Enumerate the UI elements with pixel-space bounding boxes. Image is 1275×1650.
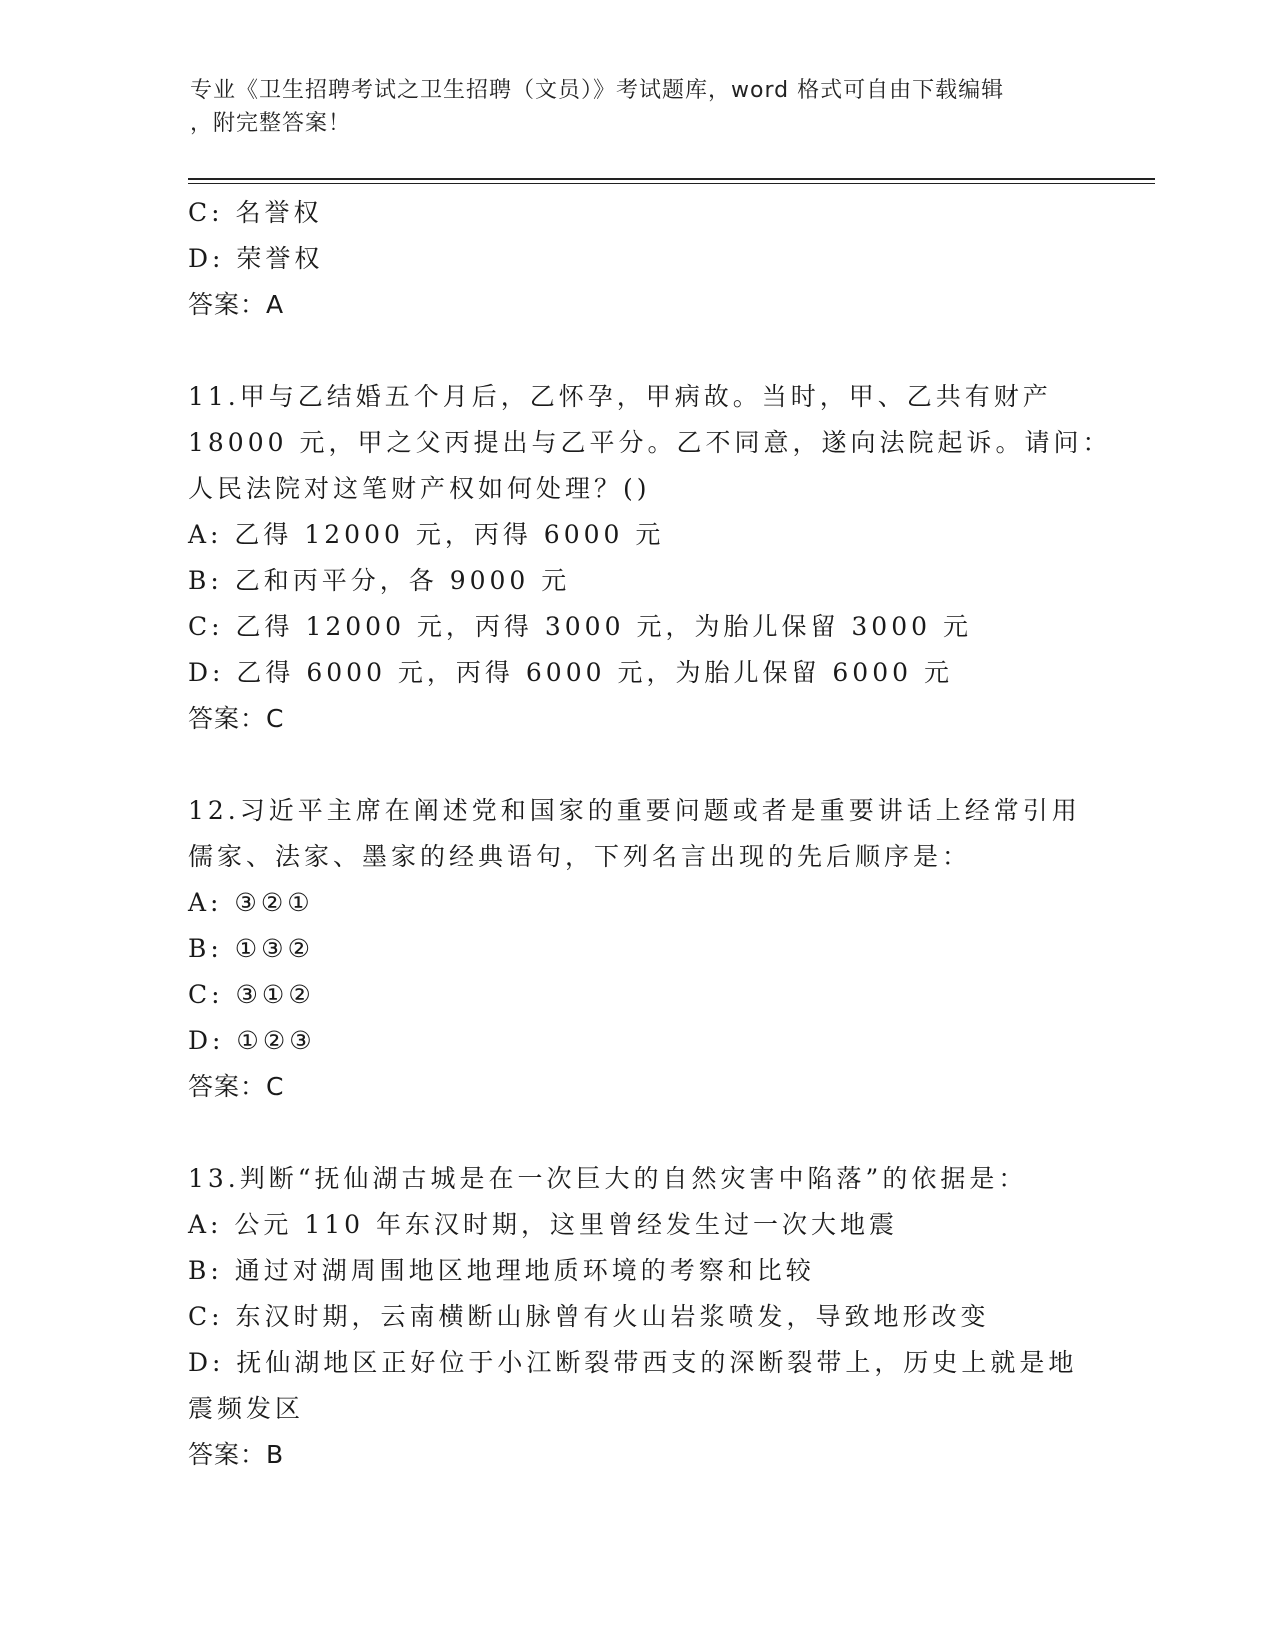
- option-d: D: ①②③: [188, 1026, 316, 1055]
- question-stem: 18000 元，甲之父丙提出与乙平分。乙不同意，遂向法院起诉。请问：: [188, 428, 1112, 457]
- question-13: [188, 1156, 1088, 1478]
- option-b: B: ①③②: [188, 934, 314, 963]
- answer-line: 答案：C: [188, 1072, 285, 1101]
- answer-line: 答案：C: [188, 704, 285, 733]
- spacer: [188, 742, 1088, 788]
- question-11: [188, 374, 1112, 742]
- spacer: [188, 1110, 1088, 1156]
- page-header: [190, 74, 1090, 140]
- option-d: D: 乙得 6000 元，丙得 6000 元，为胎儿保留 6000 元: [188, 658, 953, 687]
- previous-question-tail: [188, 190, 1088, 328]
- option-d: D: 荣誉权: [188, 244, 324, 273]
- header-divider-thin: [188, 183, 1155, 184]
- option-d: D: 抚仙湖地区正好位于小江断裂带西支的深断裂带上，历史上就是地: [188, 1348, 1078, 1377]
- spacer: [188, 328, 1088, 374]
- answer-line: 答案：B: [188, 1440, 285, 1469]
- option-c: C: 名誉权: [188, 198, 323, 227]
- question-stem: 11.甲与乙结婚五个月后，乙怀孕，甲病故。当时，甲、乙共有财产: [188, 382, 1052, 411]
- option-b: B: 乙和丙平分，各 9000 元: [188, 566, 571, 595]
- option-a: A: 乙得 12000 元，丙得 6000 元: [188, 520, 665, 549]
- question-12: [188, 788, 1088, 1110]
- answer-line: 答案：A: [188, 290, 285, 319]
- question-stem: 儒家、法家、墨家的经典语句，下列名言出现的先后顺序是：: [188, 842, 972, 871]
- option-c: C: ③①②: [188, 980, 315, 1009]
- header-line-2: ，附完整答案！: [190, 111, 352, 136]
- option-b: B: 通过对湖周围地区地理地质环境的考察和比较: [188, 1256, 815, 1285]
- option-d-continued: 震频发区: [188, 1394, 305, 1423]
- header-divider-thick: [188, 178, 1155, 180]
- header-line-1: 专业《卫生招聘考试之卫生招聘（文员）》考试题库，word 格式可自由下载编辑: [190, 78, 1005, 103]
- question-stem: 13.判断“抚仙湖古城是在一次巨大的自然灾害中陷落”的依据是：: [188, 1164, 1028, 1193]
- option-c: C: 东汉时期，云南横断山脉曾有火山岩浆喷发，导致地形改变: [188, 1302, 990, 1331]
- option-a: A: 公元 110 年东汉时期，这里曾经发生过一次大地震: [188, 1210, 899, 1239]
- option-a: A: ③②①: [188, 888, 314, 917]
- question-stem: 人民法院对这笔财产权如何处理？(): [188, 474, 651, 503]
- question-stem: 12.习近平主席在阐述党和国家的重要问题或者是重要讲话上经常引用: [188, 796, 1081, 825]
- option-c: C: 乙得 12000 元，丙得 3000 元，为胎儿保留 3000 元: [188, 612, 972, 641]
- question-list: [188, 190, 1112, 1478]
